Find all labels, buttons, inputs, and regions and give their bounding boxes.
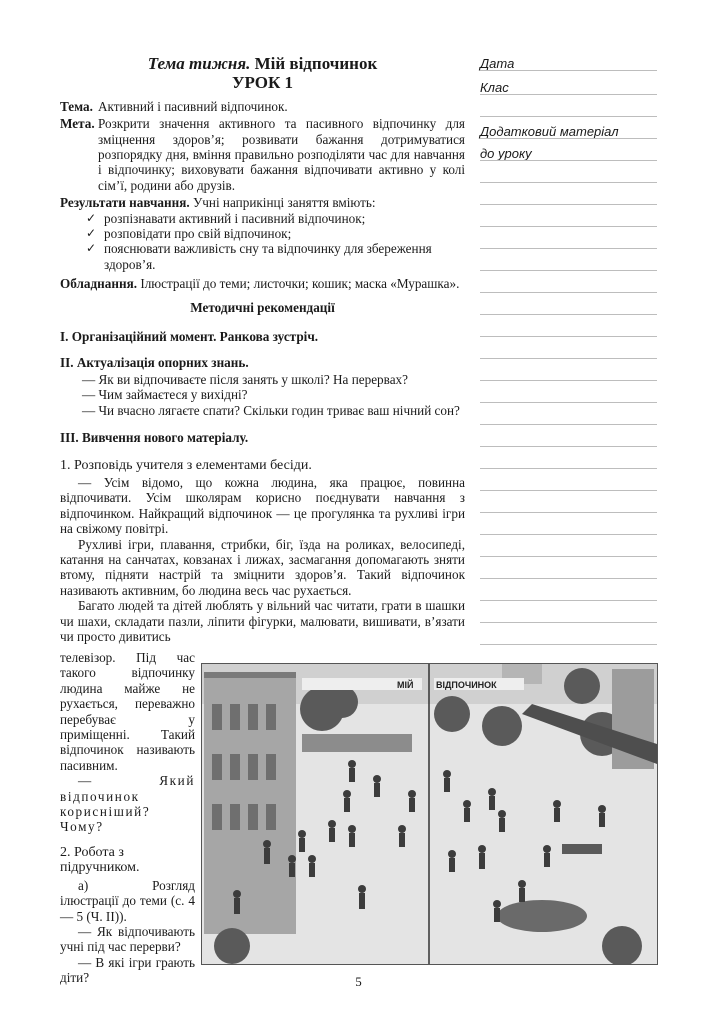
- note-line: [480, 336, 657, 337]
- note-line: [480, 138, 657, 139]
- methodical-title: Методичні рекомендації: [190, 299, 335, 315]
- theme-title: [60, 56, 465, 71]
- note-line: [480, 402, 657, 403]
- note-line: [480, 182, 657, 183]
- question-item: — Який відпочинок корисніший? Чому?: [60, 773, 195, 835]
- list-item: ✓ розпізнавати активний і пасивний відпочинок;: [86, 211, 465, 226]
- equipment-text: Ілюстрації до теми; листочки; кошик; маска «Мурашка».: [140, 276, 460, 292]
- note-line: [480, 600, 657, 601]
- theme-label: Тема тижня.: [147, 54, 251, 73]
- note-line: [480, 490, 657, 491]
- list-item: ✓ пояснювати важливість сну та відпочинку для збереження здоров’я.: [86, 241, 465, 272]
- topic-text: Активний і пасивний відпочинок.: [98, 98, 288, 114]
- item-2-heading: 2. Робота з підручником.: [60, 844, 140, 876]
- caption-left: МІЙ: [397, 680, 414, 690]
- wrapped-text-column: [60, 650, 195, 986]
- note-line: [480, 160, 657, 161]
- note-line: [480, 556, 657, 557]
- building-left: [204, 672, 296, 934]
- note-line: [480, 94, 657, 95]
- section-3-heading: III. Вивчення нового матеріалу.: [60, 430, 249, 446]
- note-line: [480, 644, 657, 645]
- note-line: [480, 534, 657, 535]
- note-line: [480, 424, 657, 425]
- note-line: [480, 578, 657, 579]
- results-heading: [60, 195, 465, 210]
- theme-value: Мій відпочинок: [254, 54, 378, 73]
- note-line: [480, 226, 657, 227]
- note-line: [480, 468, 657, 469]
- topic-row: [60, 99, 465, 114]
- question-item: — Чим займаєтеся у вихідні?: [82, 387, 248, 403]
- note-line: [480, 204, 657, 205]
- results-label: Результати навчання.: [60, 195, 190, 211]
- paragraph: — Усім відомо, що кожна людина, яка працює, повинна відпочивати. Усім школярам корисно поєднувати навчання з відпочинком. Найкращий відпочинок — це прогулянка та рухливі ігри на свіжому повітрі.: [60, 474, 465, 537]
- question-item: — В які ігри грають діти?: [60, 954, 195, 986]
- class-label: Клас: [480, 80, 509, 95]
- main-column: [60, 56, 465, 644]
- note-line: [480, 446, 657, 447]
- paragraph: Рухливі ігри, плавання, стрибки, біг, їзда на роликах, велосипеді, катання на санчатах, ковзанах і лижах, засмагання допомагають зняти втому, підняти настрій та зміцнити здоров’я. Такий відпочинок називають активним, бо людина весь час рухається.: [60, 536, 465, 598]
- question-item: — Як відпочивають учні під час перерви?: [60, 923, 195, 955]
- extra-material-label: Додатковий матеріал: [480, 124, 619, 139]
- results-list: [86, 211, 465, 273]
- section-1-heading: I. Організаційний момент. Ранкова зустріч.: [60, 329, 319, 345]
- note-line: [480, 622, 657, 623]
- caption-right: ВІДПОЧИНОК: [436, 680, 497, 690]
- page-number: 5: [355, 974, 362, 989]
- note-line: [480, 70, 657, 71]
- question-item: — Як ви відпочиваєте після занять у школі? На перервах?: [82, 371, 408, 387]
- paragraph: Багато людей та дітей люблять у вільний час читати, грати в шашки чи шахи, складати пазли, ліпити фігурки, малювати, вишивати, в’язати чи просто дивитись: [60, 598, 465, 644]
- note-line: [480, 512, 657, 513]
- section-2-heading: II. Актуалізація опорних знань.: [60, 354, 249, 370]
- results-text: Учні наприкінці заняття вміють:: [192, 195, 376, 211]
- date-label: Дата: [480, 56, 515, 71]
- goal-label: Мета.: [60, 116, 95, 132]
- goal-row: [60, 116, 465, 193]
- note-line: [480, 380, 657, 381]
- note-line: [480, 314, 657, 315]
- paragraph: а) Розгляд ілюстрації до теми (с. 4 — 5 (Ч. II)).: [60, 877, 195, 924]
- lesson-title: УРОК 1: [231, 73, 294, 93]
- schoolyard-illustration: [201, 663, 658, 965]
- question-item: — Чи вчасно лягаєте спати? Скільки годин триває ваш нічний сон?: [82, 402, 460, 418]
- topic-label: Тема.: [60, 98, 93, 114]
- note-line: [480, 292, 657, 293]
- note-line: [480, 116, 657, 117]
- extra-material-label-2: до уроку: [480, 146, 532, 161]
- goal-text: Розкрити значення активного та пасивного відпочинку для зміцнення здоров’я; розвивати бажання дотримуватися розпорядку дня, вміння правильно розподіляти час для навчання і відпочинку; виховувати бажання відпочивати активно у колі сім’ї, родини або друзів.: [98, 116, 465, 193]
- note-line: [480, 248, 657, 249]
- paragraph: телевізор. Під час такого відпочинку людина майже не рухається, переважно перебуває у приміщенні. Такий відпочинок називають пасивним.: [60, 650, 195, 773]
- equipment: [60, 276, 465, 291]
- list-item: ✓ розповідати про свій відпочинок;: [86, 226, 465, 241]
- note-line: [480, 358, 657, 359]
- note-line: [480, 270, 657, 271]
- equipment-label: Обладнання.: [60, 276, 138, 292]
- item-1-heading: 1. Розповідь учителя з елементами бесіди.: [60, 457, 312, 473]
